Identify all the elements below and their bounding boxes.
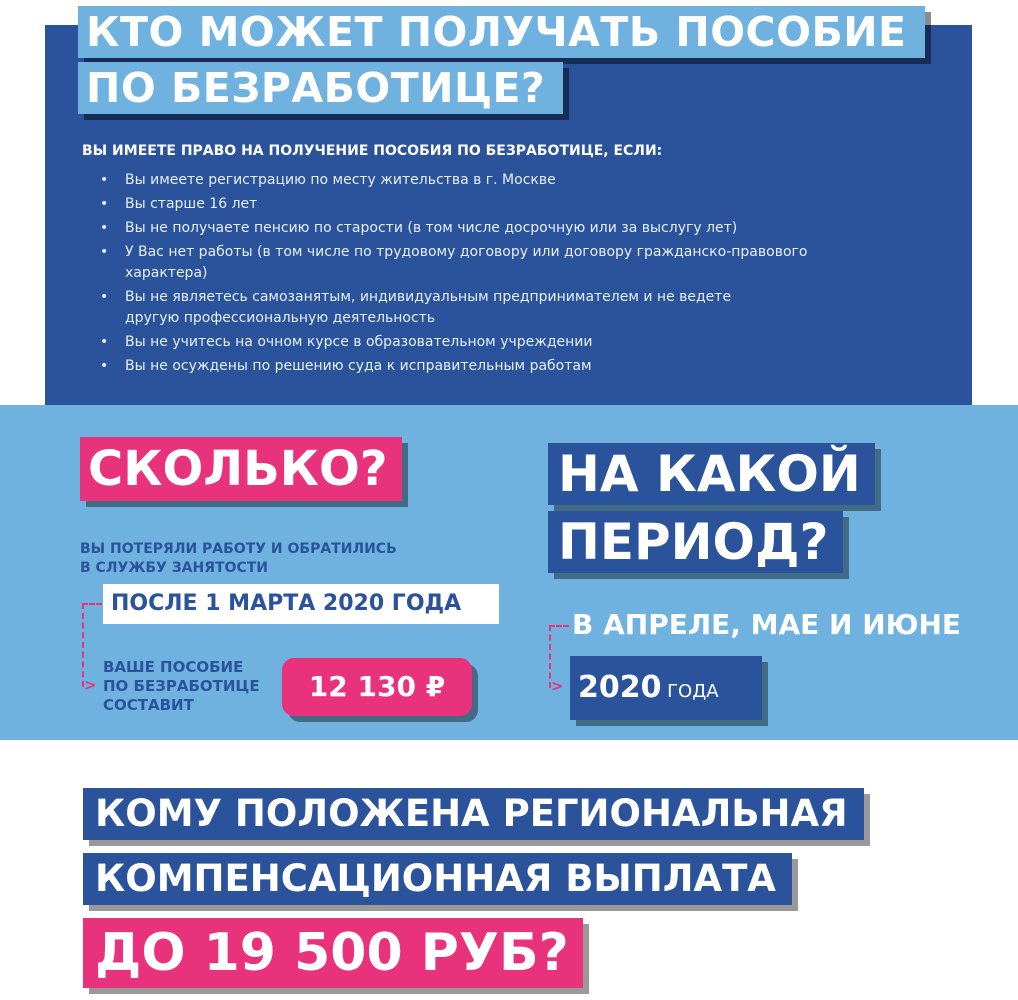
- bullet-icon: •: [100, 334, 109, 350]
- connector-line: [82, 603, 102, 605]
- period-title-line1: НА КАКОЙ: [548, 443, 875, 505]
- condition-item: • Вы не получаете пенсию по старости (в том числе досрочную или за выслугу лет): [100, 218, 900, 239]
- connector-line: [82, 603, 84, 687]
- bullet-icon: •: [100, 196, 109, 212]
- period-title-line2: ПЕРИОД?: [548, 511, 843, 573]
- period-year-box: [570, 656, 762, 720]
- benefit-line2: ПО БЕЗРАБОТИЦЕ: [103, 677, 260, 695]
- condition-item: • Вы не учитесь на очном курсе в образовательном учреждении: [100, 332, 900, 353]
- period-months: В АПРЕЛЕ, МАЕ И ИЮНЕ: [572, 608, 962, 641]
- condition-item: • Вы старше 16 лет: [100, 194, 900, 215]
- compensation-title-line2: КОМПЕНСАЦИОННАЯ ВЫПЛАТА: [83, 853, 792, 905]
- lost-job-line2: В СЛУЖБУ ЗАНЯТОСТИ: [80, 560, 268, 576]
- eligibility-title-line2: ПО БЕЗРАБОТИЦЕ?: [78, 62, 563, 114]
- bullet-icon: •: [100, 289, 109, 305]
- condition-item: • Вы не являетесь самозанятым, индивидуальным предпринимателем и не ведете другую профессиональную деятельность: [100, 289, 732, 326]
- bullet-icon: •: [100, 172, 109, 188]
- period-year: 2020: [578, 670, 662, 705]
- condition-item: • Вы имеете регистрацию по месту жительства в г. Москве: [100, 170, 900, 191]
- bullet-icon: •: [100, 358, 109, 374]
- benefit-line1: ВАШЕ ПОСОБИЕ: [103, 658, 244, 676]
- date-box: ПОСЛЕ 1 МАРТА 2020 ГОДА: [103, 584, 499, 624]
- connector-line: [549, 625, 569, 627]
- conditions-list: [100, 170, 900, 380]
- arrow-right-icon: >: [84, 676, 97, 694]
- condition-item: • Вы не осуждены по решению суда к исправительным работам: [100, 356, 900, 377]
- eligibility-title-line1: КТО МОЖЕТ ПОЛУЧАТЬ ПОСОБИЕ: [78, 6, 925, 58]
- how-much-title: СКОЛЬКО?: [80, 437, 402, 501]
- benefit-line3: СОСТАВИТ: [103, 696, 194, 714]
- period-year-suffix: ГОДА: [667, 681, 719, 702]
- benefit-amount: 12 130 ₽: [282, 658, 472, 716]
- bullet-icon: •: [100, 220, 109, 236]
- compensation-title-line1: КОМУ ПОЛОЖЕНА РЕГИОНАЛЬНАЯ: [83, 788, 864, 840]
- lost-job-line1: ВЫ ПОТЕРЯЛИ РАБОТУ И ОБРАТИЛИСЬ: [80, 541, 397, 557]
- compensation-amount: ДО 19 500 РУБ?: [83, 918, 583, 988]
- arrow-right-icon: >: [551, 677, 564, 695]
- condition-item: • У Вас нет работы (в том числе по трудовому договору или договору гражданско-правового характера): [100, 244, 808, 281]
- eligibility-subheading: ВЫ ИМЕЕТЕ ПРАВО НА ПОЛУЧЕНИЕ ПОСОБИЯ ПО БЕЗРАБОТИЦЕ, ЕСЛИ:: [82, 143, 663, 159]
- bullet-icon: •: [100, 244, 109, 260]
